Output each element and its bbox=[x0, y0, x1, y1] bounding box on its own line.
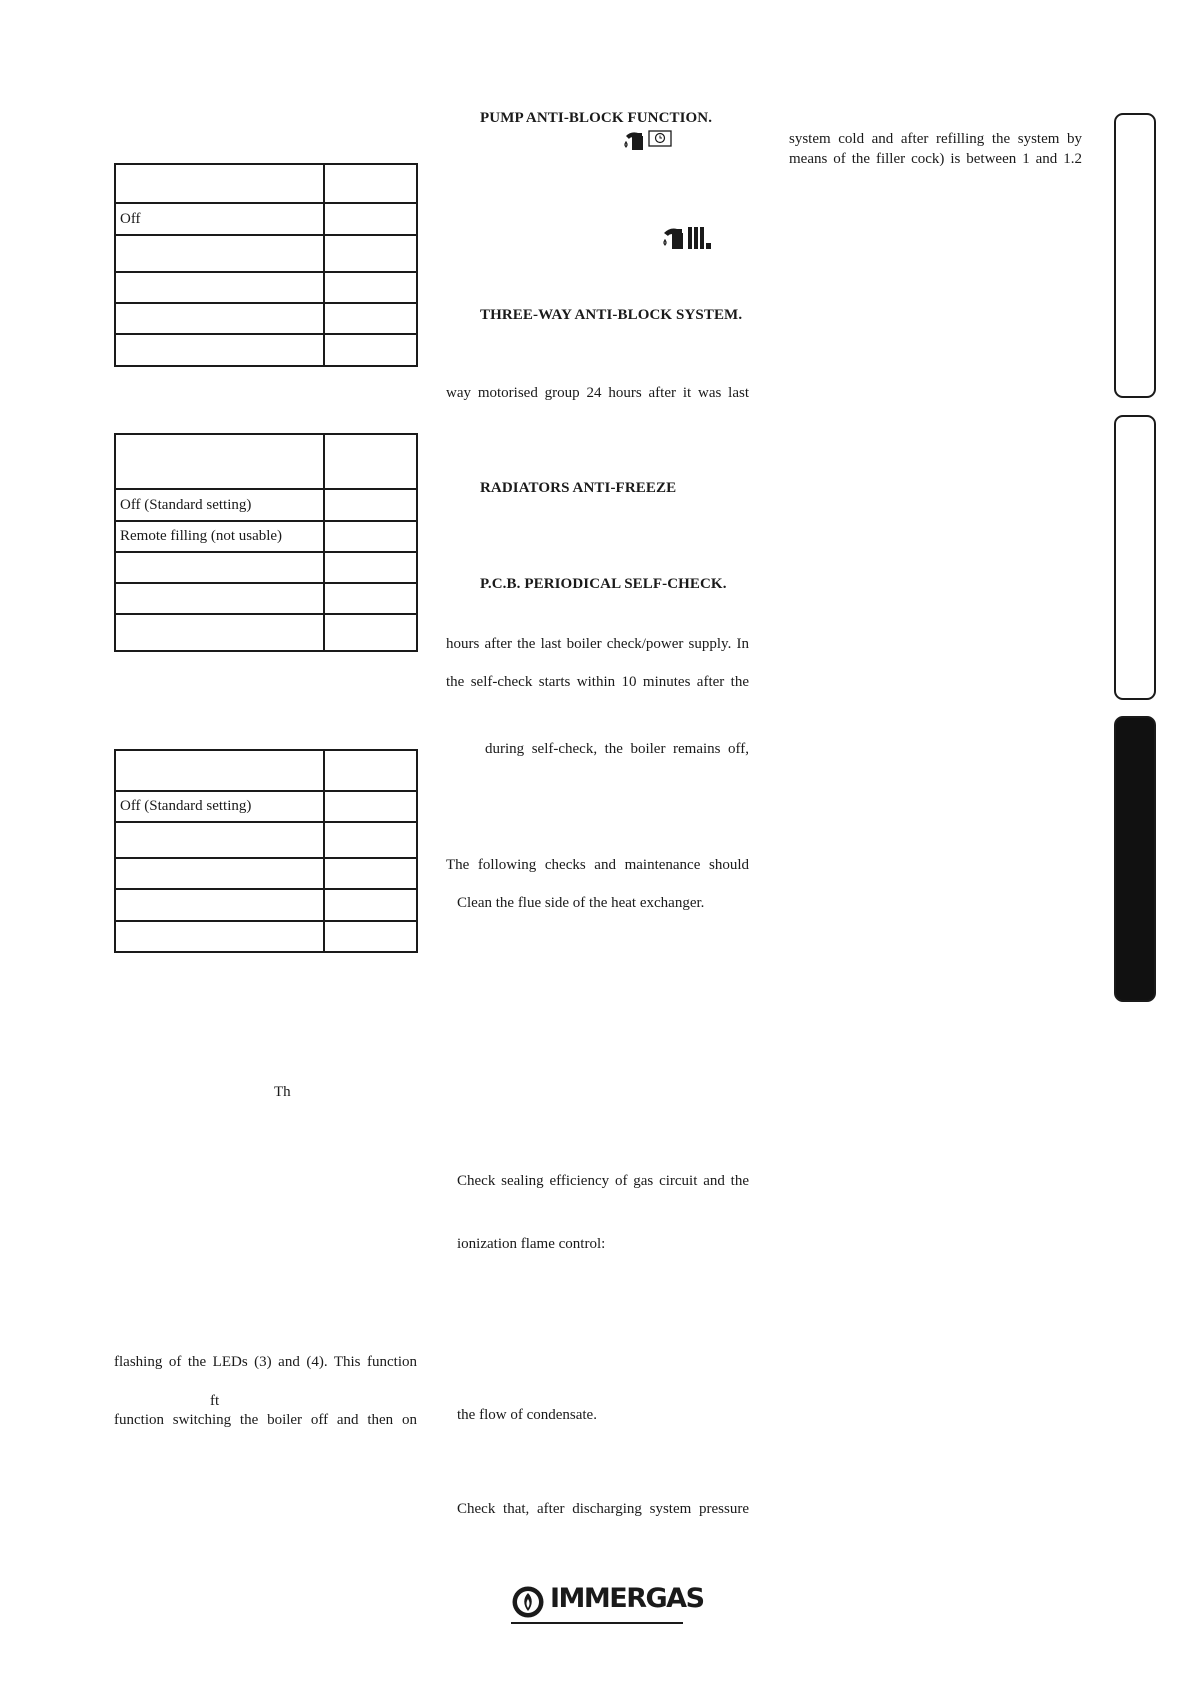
table-cell bbox=[115, 434, 324, 489]
logo-wordmark: IMMERGAS bbox=[550, 1583, 704, 1614]
heading-three-way-anti-block: THREE-WAY ANTI-BLOCK SYSTEM. bbox=[480, 307, 743, 323]
table-row bbox=[115, 583, 417, 614]
logo-underline bbox=[511, 1622, 683, 1624]
table-cell bbox=[324, 791, 417, 822]
table-cell bbox=[115, 614, 324, 651]
table-row bbox=[115, 489, 417, 521]
text-line-clean: Clean the flue side of the heat exchanger. bbox=[457, 895, 705, 911]
table-cell bbox=[324, 858, 417, 889]
table-row bbox=[115, 434, 417, 489]
immergas-logo bbox=[511, 1583, 704, 1625]
table-row bbox=[115, 889, 417, 921]
heading-pcb-self-check: P.C.B. PERIODICAL SELF-CHECK. bbox=[480, 576, 727, 592]
tap-timer-icon bbox=[622, 129, 674, 151]
text-line-sealing: Check sealing efficiency of gas circuit and the bbox=[457, 1173, 749, 1189]
table-cell bbox=[115, 164, 324, 203]
table-row bbox=[115, 552, 417, 583]
table-cell bbox=[324, 822, 417, 858]
text-line-switching: function switching the boiler off and then on bbox=[114, 1412, 417, 1428]
table-cell: Off (Standard setting) bbox=[115, 791, 324, 822]
table-cell bbox=[324, 235, 417, 272]
table-cell bbox=[324, 489, 417, 521]
parameter-table-2 bbox=[114, 433, 418, 652]
text-fragment-th: Th bbox=[274, 1084, 291, 1100]
text-line-selfcheck: the self-check starts within 10 minutes after the bbox=[446, 674, 749, 690]
table-cell bbox=[115, 235, 324, 272]
table-cell bbox=[324, 434, 417, 489]
heading-radiators-anti-freeze: RADIATORS ANTI-FREEZE bbox=[480, 480, 677, 496]
text-line-during: during self-check, the boiler remains off, bbox=[485, 741, 749, 757]
table-cell bbox=[324, 203, 417, 235]
table-row bbox=[115, 164, 417, 203]
text-line-threeway: way motorised group 24 hours after it was last bbox=[446, 385, 749, 401]
table-cell bbox=[324, 303, 417, 334]
table-row bbox=[115, 750, 417, 791]
text-line-discharge: Check that, after discharging system pressure bbox=[457, 1501, 749, 1517]
section-tab-1[interactable] bbox=[1114, 113, 1156, 398]
immergas-flame-icon bbox=[511, 1585, 545, 1619]
text-line-condensate: the flow of condensate. bbox=[457, 1407, 597, 1423]
table-cell bbox=[324, 521, 417, 552]
parameter-table-3 bbox=[114, 749, 418, 953]
text-line-ionization: ionization flame control: bbox=[457, 1236, 606, 1252]
table-row bbox=[115, 921, 417, 952]
table-cell bbox=[115, 583, 324, 614]
table-cell bbox=[324, 750, 417, 791]
table-cell bbox=[115, 303, 324, 334]
tap-radiator-icon bbox=[662, 225, 712, 251]
text-line-flashing: flashing of the LEDs (3) and (4). This function bbox=[114, 1354, 417, 1370]
text-line-hours: hours after the last boiler check/power supply. In bbox=[446, 636, 749, 652]
table-row bbox=[115, 614, 417, 651]
table-cell bbox=[115, 889, 324, 921]
table-row bbox=[115, 334, 417, 366]
table-cell bbox=[115, 552, 324, 583]
section-tab-3-active[interactable] bbox=[1114, 716, 1156, 1002]
table-cell bbox=[324, 889, 417, 921]
table-cell bbox=[324, 614, 417, 651]
table-cell: Off (Standard setting) bbox=[115, 489, 324, 521]
text-line-means: means of the filler cock) is between 1 and 1.2 bbox=[789, 151, 1082, 167]
table-cell bbox=[115, 272, 324, 303]
table-cell bbox=[324, 164, 417, 203]
table-cell bbox=[115, 822, 324, 858]
text-line-following: The following checks and maintenance should bbox=[446, 857, 749, 873]
table-cell bbox=[324, 921, 417, 952]
table-row bbox=[115, 303, 417, 334]
table-cell bbox=[324, 272, 417, 303]
table-cell: Remote filling (not usable) bbox=[115, 521, 324, 552]
heading-pump-anti-block: PUMP ANTI-BLOCK FUNCTION. bbox=[480, 110, 713, 126]
table-cell bbox=[324, 583, 417, 614]
parameter-table-1 bbox=[114, 163, 418, 367]
table-cell: Off bbox=[115, 203, 324, 235]
table-row bbox=[115, 791, 417, 822]
table-cell bbox=[115, 921, 324, 952]
table-row bbox=[115, 203, 417, 235]
table-row bbox=[115, 822, 417, 858]
table-cell bbox=[324, 552, 417, 583]
table-row bbox=[115, 858, 417, 889]
text-line-system-cold: system cold and after refilling the system by bbox=[789, 131, 1082, 147]
table-cell bbox=[115, 858, 324, 889]
table-row bbox=[115, 272, 417, 303]
table-cell bbox=[115, 750, 324, 791]
table-cell bbox=[115, 334, 324, 366]
table-row bbox=[115, 521, 417, 552]
section-tab-2[interactable] bbox=[1114, 415, 1156, 700]
table-cell bbox=[324, 334, 417, 366]
text-fragment-ft: ft bbox=[210, 1393, 220, 1409]
table-row bbox=[115, 235, 417, 272]
